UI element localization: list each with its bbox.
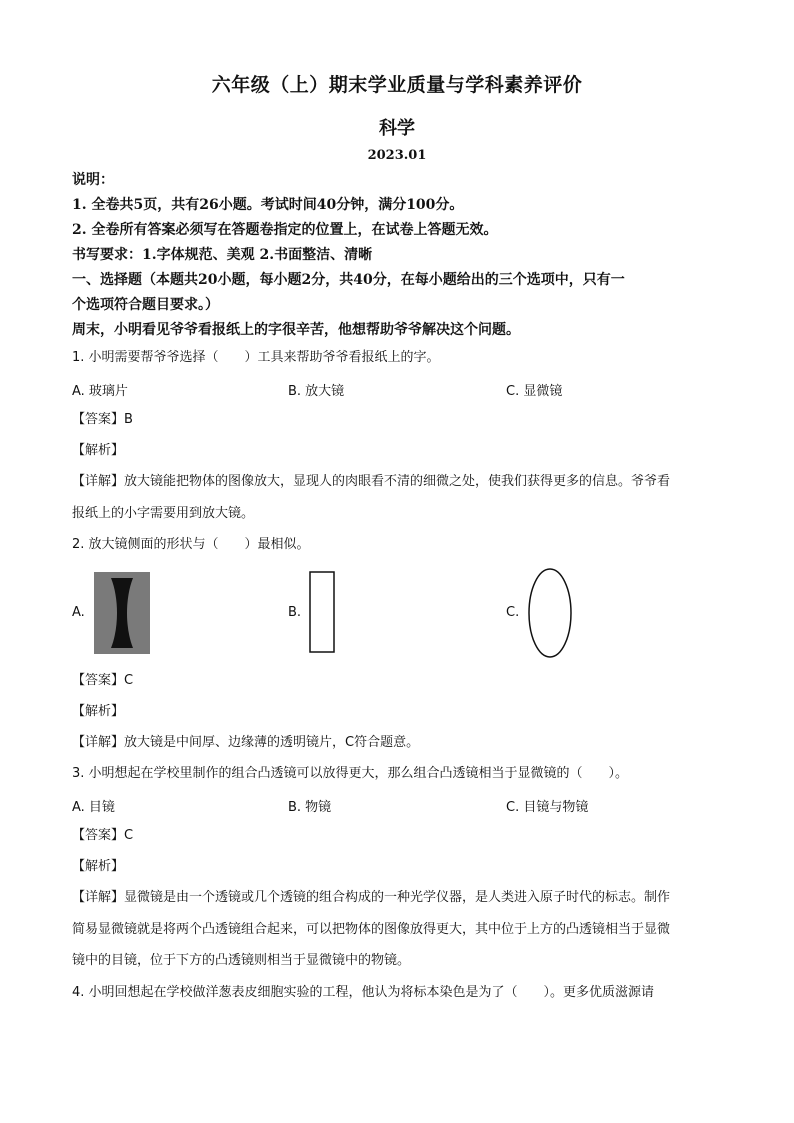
section1-context: 周末，小明看见爷爷看报纸上的字很辛苦，他想帮助爷爷解决这个问题。 bbox=[72, 322, 520, 338]
q3-answer-value: C bbox=[124, 828, 134, 843]
q2-answer-value: C bbox=[124, 673, 134, 688]
detail-label: 【详解】 bbox=[72, 474, 125, 489]
exam-subject: 科学 bbox=[379, 118, 415, 139]
q2-detail-line1 bbox=[72, 734, 722, 752]
q2-stem: 2. 放大镜侧面的形状与（ ）最相似。 bbox=[72, 537, 310, 552]
writing-requirements: 书写要求：1.字体规范、美观 2.书面整洁、清晰 bbox=[72, 247, 373, 263]
q1-analysis: 【解析】 bbox=[72, 443, 125, 458]
answer-label: 【答案】 bbox=[72, 412, 125, 427]
q1-detail-line1 bbox=[72, 473, 722, 491]
q3-answer bbox=[72, 827, 722, 845]
q2-detail-text: 放大镜是中间厚、边缘薄的透明镜片，C符合题意。 bbox=[124, 735, 420, 750]
q3-detail-line3: 镜中的目镜，位于下方的凸透镜则相当于显微镜中的物镜。 bbox=[72, 953, 411, 968]
detail-label: 【详解】 bbox=[72, 890, 125, 905]
exam-date: 2023.01 bbox=[367, 148, 427, 163]
q1-option-a: A. 玻璃片 bbox=[72, 384, 128, 399]
q2-option-c: C. bbox=[506, 605, 520, 620]
q2-option-a: A. bbox=[72, 605, 85, 620]
q1-option-b: B. 放大镜 bbox=[288, 384, 345, 399]
q2-answer bbox=[72, 672, 722, 690]
answer-label: 【答案】 bbox=[72, 673, 125, 688]
q1-stem: 1. 小明需要帮爷爷选择（ ）工具来帮助爷爷看报纸上的字。 bbox=[72, 350, 440, 365]
q4-stem: 4. 小明回想起在学校做洋葱表皮细胞实验的工程，他认为将标本染色是为了（ ）。更多优质滋源请 bbox=[72, 985, 655, 1000]
section1-heading-line2: 个选项符合题目要求。） bbox=[72, 297, 219, 313]
answer-label: 【答案】 bbox=[72, 828, 125, 843]
q3-detail-line1 bbox=[72, 889, 722, 907]
q3-option-c: C. 目镜与物镜 bbox=[506, 800, 589, 815]
instructions-heading: 说明： bbox=[72, 172, 114, 188]
q1-detail-text: 放大镜能把物体的图像放大，显现人的肉眼看不清的细微之处，使我们获得更多的信息。爷爷看 bbox=[124, 474, 671, 489]
q3-detail-text: 显微镜是由一个透镜或几个透镜的组合构成的一种光学仪器，是人类进入原子时代的标志。制作 bbox=[124, 890, 671, 905]
q2-option-b: B. bbox=[288, 605, 302, 620]
q1-answer bbox=[72, 411, 722, 429]
concave-lens-photo-icon bbox=[94, 572, 150, 654]
q1-detail-line2: 报纸上的小字需要用到放大镜。 bbox=[72, 506, 255, 521]
exam-title: 六年级（上）期末学业质量与学科素养评价 bbox=[211, 74, 583, 96]
q2-analysis: 【解析】 bbox=[72, 704, 125, 719]
q1-answer-value: B bbox=[124, 412, 133, 427]
instruction-item-1: 1. 全卷共5页，共有26小题。考试时间40分钟，满分100分。 bbox=[72, 197, 464, 213]
q3-stem: 3. 小明想起在学校里制作的组合凸透镜可以放得更大，那么组合凸透镜相当于显微镜的（ ）。 bbox=[72, 766, 629, 781]
rectangle-shape-icon bbox=[308, 570, 336, 654]
q3-option-b: B. 物镜 bbox=[288, 800, 332, 815]
q3-option-a: A. 目镜 bbox=[72, 800, 115, 815]
q1-option-c: C. 显微镜 bbox=[506, 384, 563, 399]
section1-heading-line1: 一、选择题（本题共20小题，每小题2分，共40分，在每小题给出的三个选项中，只有一 bbox=[72, 272, 625, 288]
detail-label: 【详解】 bbox=[72, 735, 125, 750]
q3-detail-line2: 简易显微镜就是将两个凸透镜组合起来，可以把物体的图像放得更大，其中位于上方的凸透镜相当于显微 bbox=[72, 922, 671, 937]
instruction-item-2: 2. 全卷所有答案必须写在答题卷指定的位置上，在试卷上答题无效。 bbox=[72, 222, 498, 238]
q3-analysis: 【解析】 bbox=[72, 859, 125, 874]
ellipse-shape-icon bbox=[526, 566, 574, 660]
